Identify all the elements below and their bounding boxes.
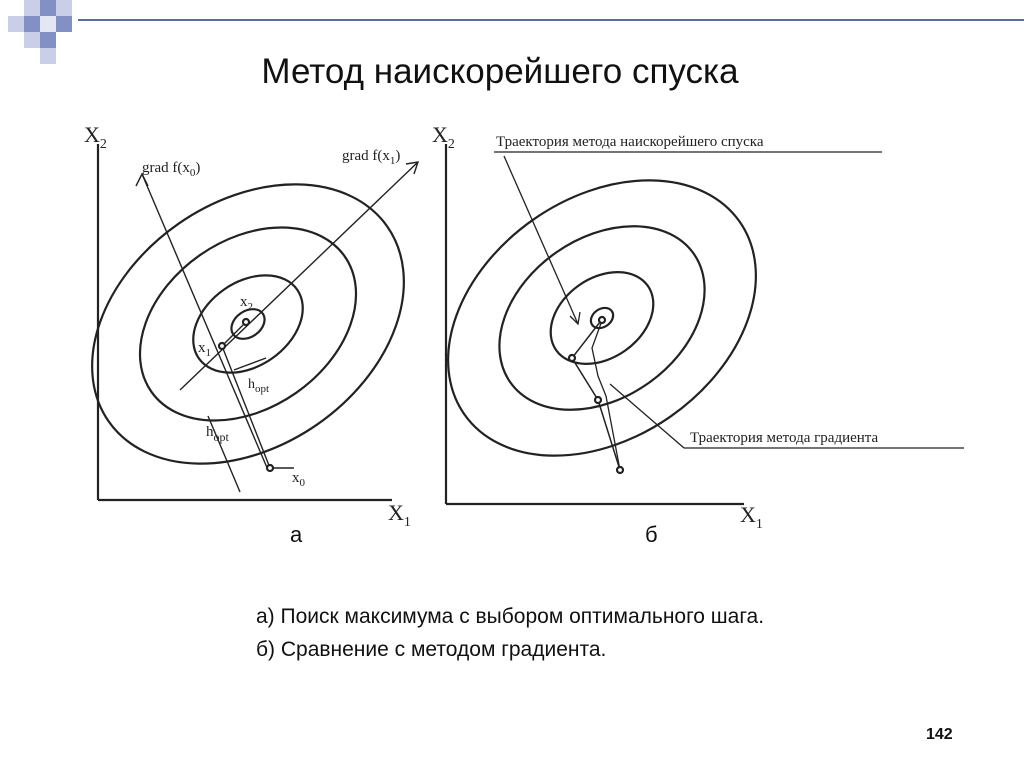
page-number: 142 [926, 726, 953, 743]
panel-b-y-axis-label: $X_2$ [432, 122, 455, 152]
panel-b-point-2 [569, 355, 575, 361]
panel-a-letter: а [290, 522, 303, 547]
panel-b-start-point [617, 467, 623, 473]
panel-a-point-x2 [243, 319, 249, 325]
panel-a-x1-label: $x_1$ [198, 340, 211, 359]
caption-b: б) Сравнение с методом градиента. [256, 638, 607, 661]
panel-a-x-axis-label: $X_1$ [388, 500, 411, 530]
panel-a-y-axis-label: $X_2$ [84, 122, 107, 152]
panel-b-point-3 [595, 397, 601, 403]
caption-a: а) Поиск максимума с выбором оптимального шага. [256, 605, 765, 628]
panel-a-point-x0 [267, 465, 273, 471]
panel-a-hopt-label: $h_{opt}$ [206, 424, 229, 444]
panel-b-steepest-label: Траектория метода наискорейшего спуска [496, 134, 764, 150]
panel-a-grad0-label: grad $f(x_0)$ [142, 160, 201, 179]
panel-b-pointer-steepest [504, 156, 578, 324]
panel-a-x2-label: $x_2$ [240, 294, 253, 313]
captions [256, 600, 764, 666]
header-rule [78, 19, 1024, 21]
panel-b-gradient-label: Траектория метода градиента [690, 430, 879, 446]
panel-a-step-x1-x2 [222, 322, 246, 346]
panel-a-x0-label: $x_0$ [292, 470, 305, 489]
contour-diagram [80, 112, 980, 542]
panel-a-hopt-small-label: $h_{opt}$ [248, 377, 270, 395]
panel-a-point-x1 [219, 343, 225, 349]
panel-b-steepest-trajectory [572, 320, 620, 470]
panel-a-grad1-label: grad $f(x_1)$ [342, 148, 401, 167]
panel-b-x-axis-label: $X_1$ [740, 502, 763, 532]
panel-b-letter: б [645, 522, 658, 547]
panel-b-optimum [599, 317, 605, 323]
page-title: Метод наискорейшего спуска [261, 52, 739, 91]
